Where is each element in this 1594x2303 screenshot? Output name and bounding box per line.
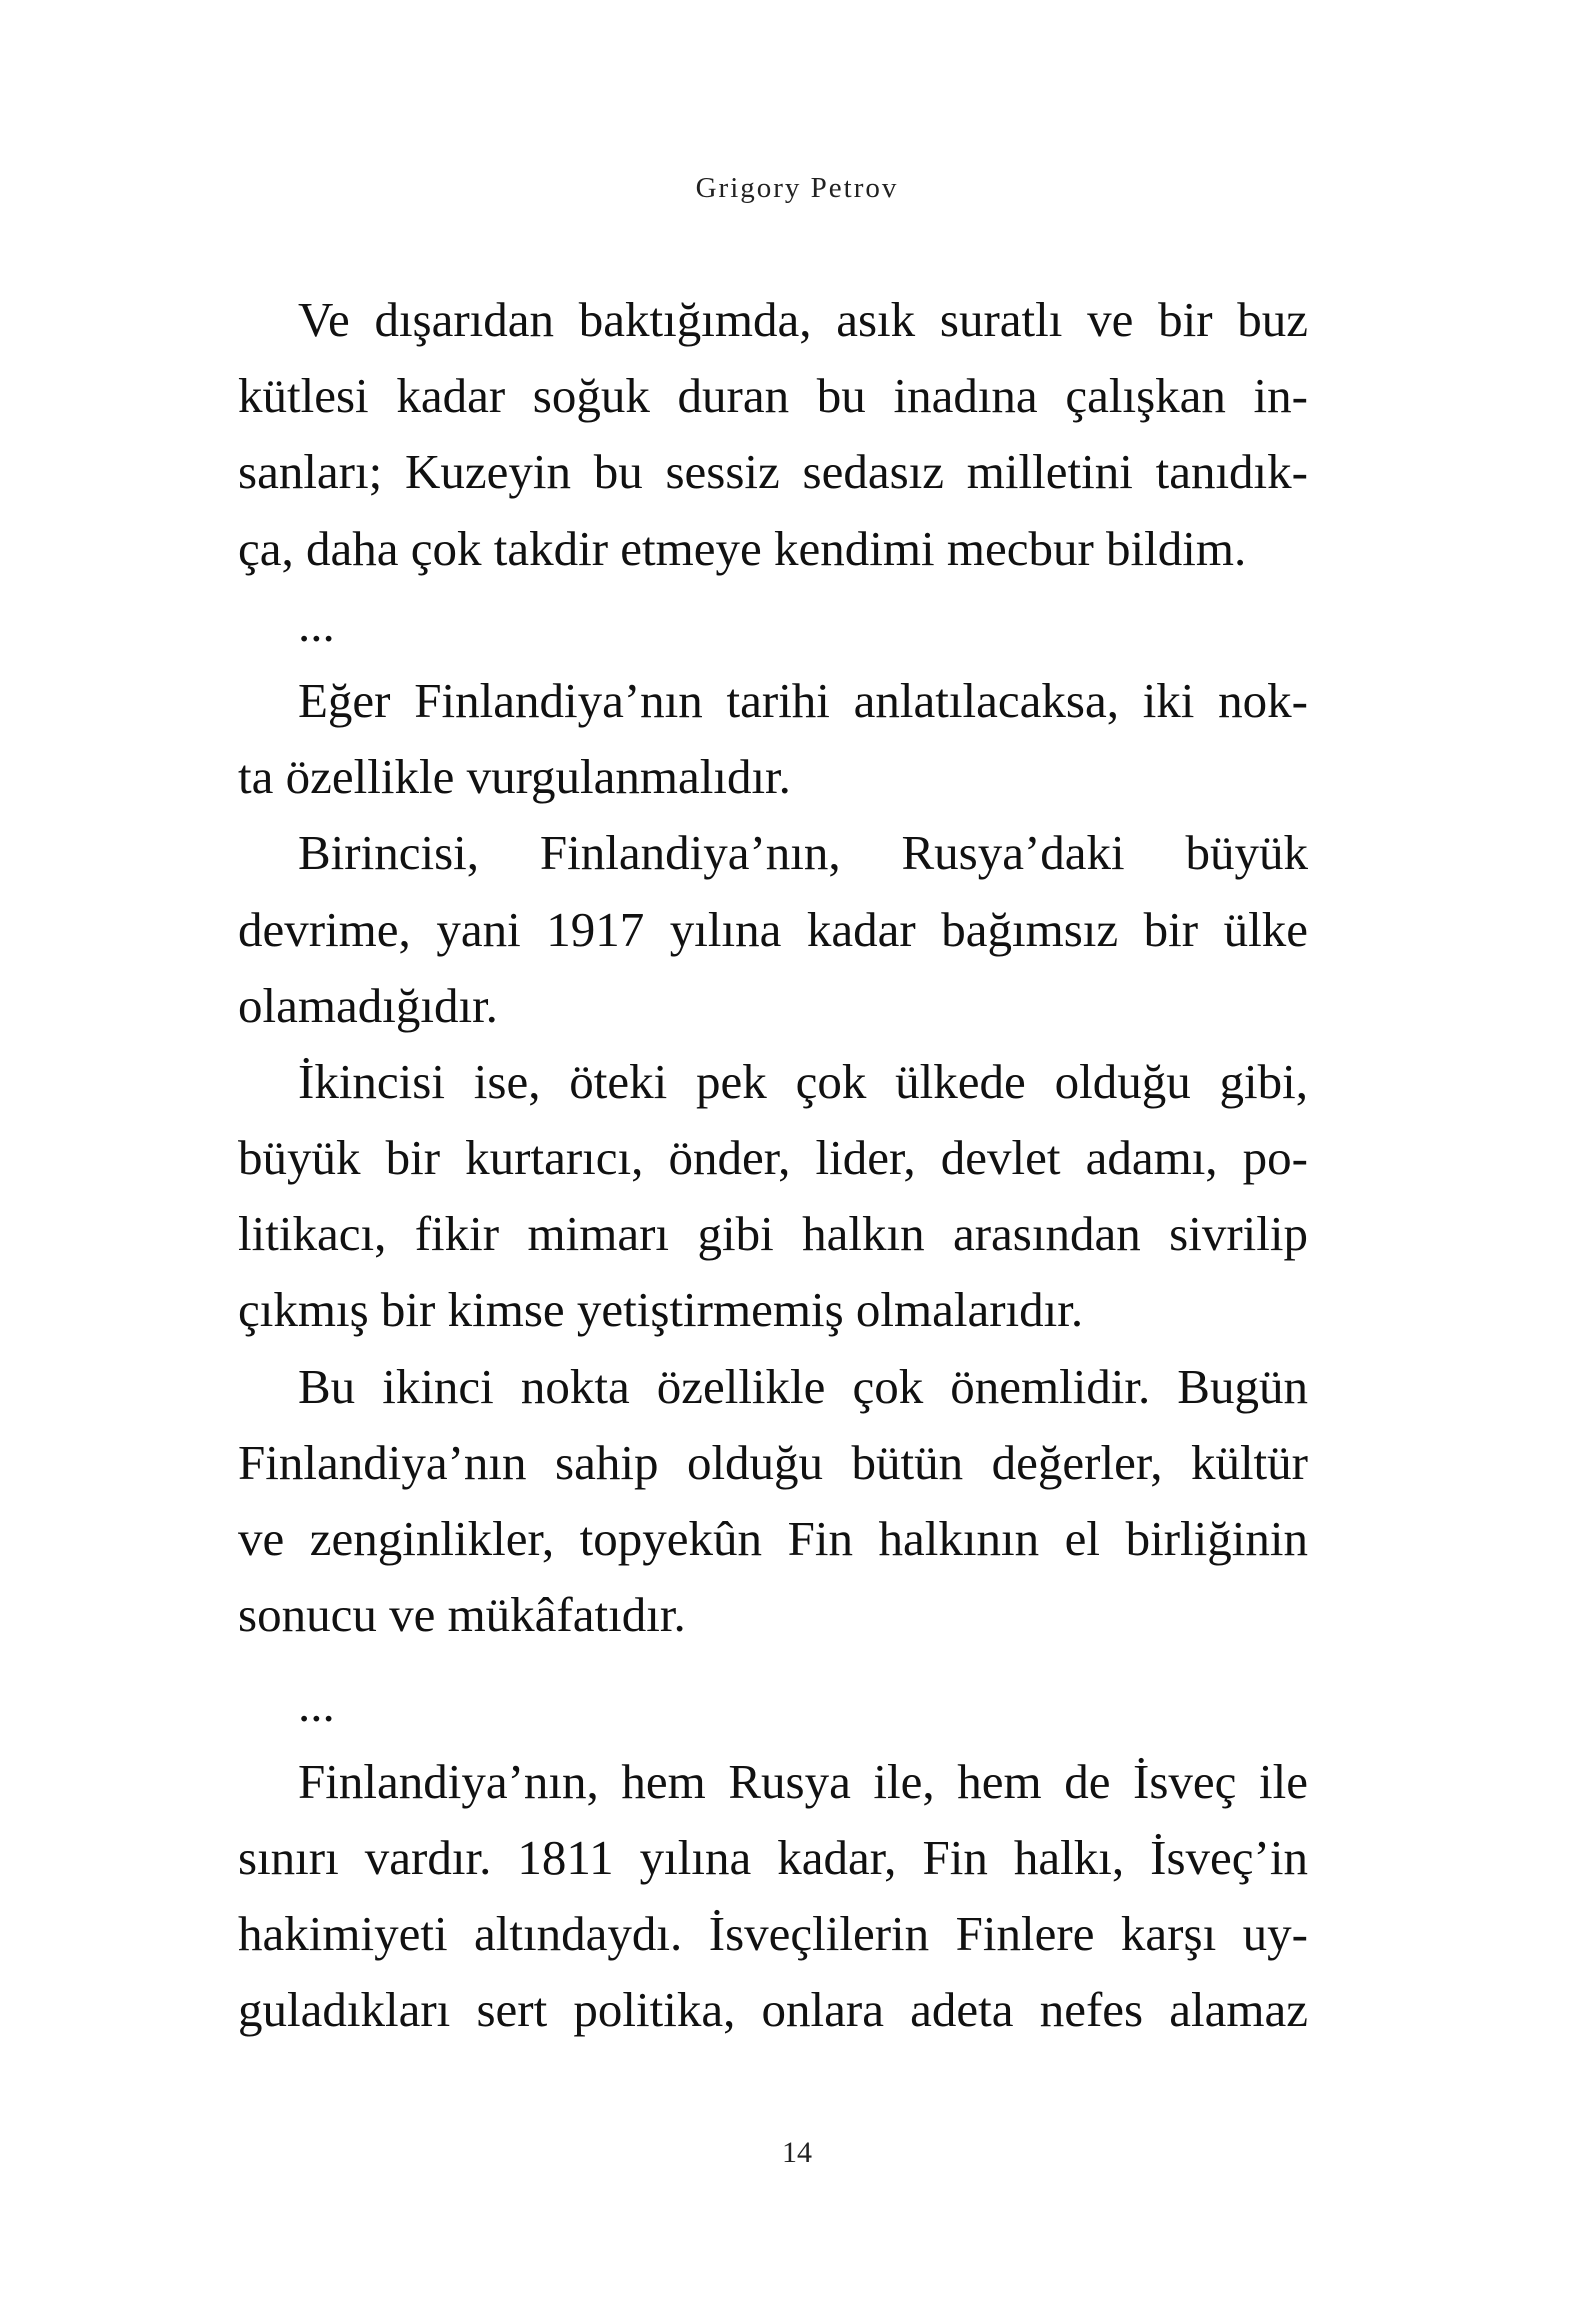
section-break: ... [298, 1677, 335, 1733]
text-line: hakimiyeti altındaydı. İsveçlilerin Finlere karşı uy- [238, 1905, 1308, 1961]
text-line: Bu ikinci nokta özellikle çok önemlidir. Bugün [298, 1358, 1308, 1414]
text-line: sonucu ve mükâfatıdır. [238, 1587, 686, 1643]
text-line: devrime, yani 1917 yılına kadar bağımsız bir ülke [238, 901, 1308, 957]
text-line: Eğer Finlandiya’nın tarihi anlatılacaksa, iki nok- [298, 672, 1308, 728]
text-line: litikacı, fikir mimarı gibi halkın arasından sivrilip [238, 1206, 1308, 1262]
body-text [238, 282, 1308, 2048]
text-line: ça, daha çok takdir etmeye kendimi mecbur bildim. [238, 520, 1247, 576]
text-line: kütlesi kadar soğuk duran bu inadına çalışkan in- [238, 368, 1308, 424]
text-line: olamadığıdır. [238, 977, 498, 1033]
page-number: 14 [782, 2136, 812, 2169]
text-line: çıkmış bir kimse yetiştirmemiş olmalarıdır. [238, 1282, 1084, 1338]
spacer [238, 1653, 1308, 1667]
section-break: ... [298, 596, 335, 652]
text-line: ve zenginlikler, topyekûn Fin halkının el birliğinin [238, 1511, 1308, 1566]
text-line: Finlandiya’nın sahip olduğu bütün değerler, kültür [238, 1434, 1308, 1490]
text-line: sanları; Kuzeyin bu sessiz sedasız milletini tanıdık- [238, 444, 1308, 500]
text-line: Finlandiya’nın, hem Rusya ile, hem de İsveç ile [298, 1753, 1308, 1809]
running-header: Grigory Petrov [695, 172, 899, 204]
text-line: Birincisi, Finlandiya’nın, Rusya’daki büyük [298, 825, 1308, 881]
text-line: İkincisi ise, öteki pek çok ülkede olduğu gibi, [298, 1053, 1308, 1109]
text-line: ta özellikle vurgulanmalıdır. [238, 749, 791, 805]
text-line: sınırı vardır. 1811 yılına kadar, Fin halkı, İsveç’in [238, 1829, 1308, 1885]
text-line: Ve dışarıdan baktığımda, asık suratlı ve bir buz [298, 292, 1308, 347]
text-line: büyük bir kurtarıcı, önder, lider, devlet adamı, po- [238, 1130, 1308, 1186]
text-line: guladıkları sert politika, onlara adeta nefes alamaz [238, 1982, 1308, 2038]
